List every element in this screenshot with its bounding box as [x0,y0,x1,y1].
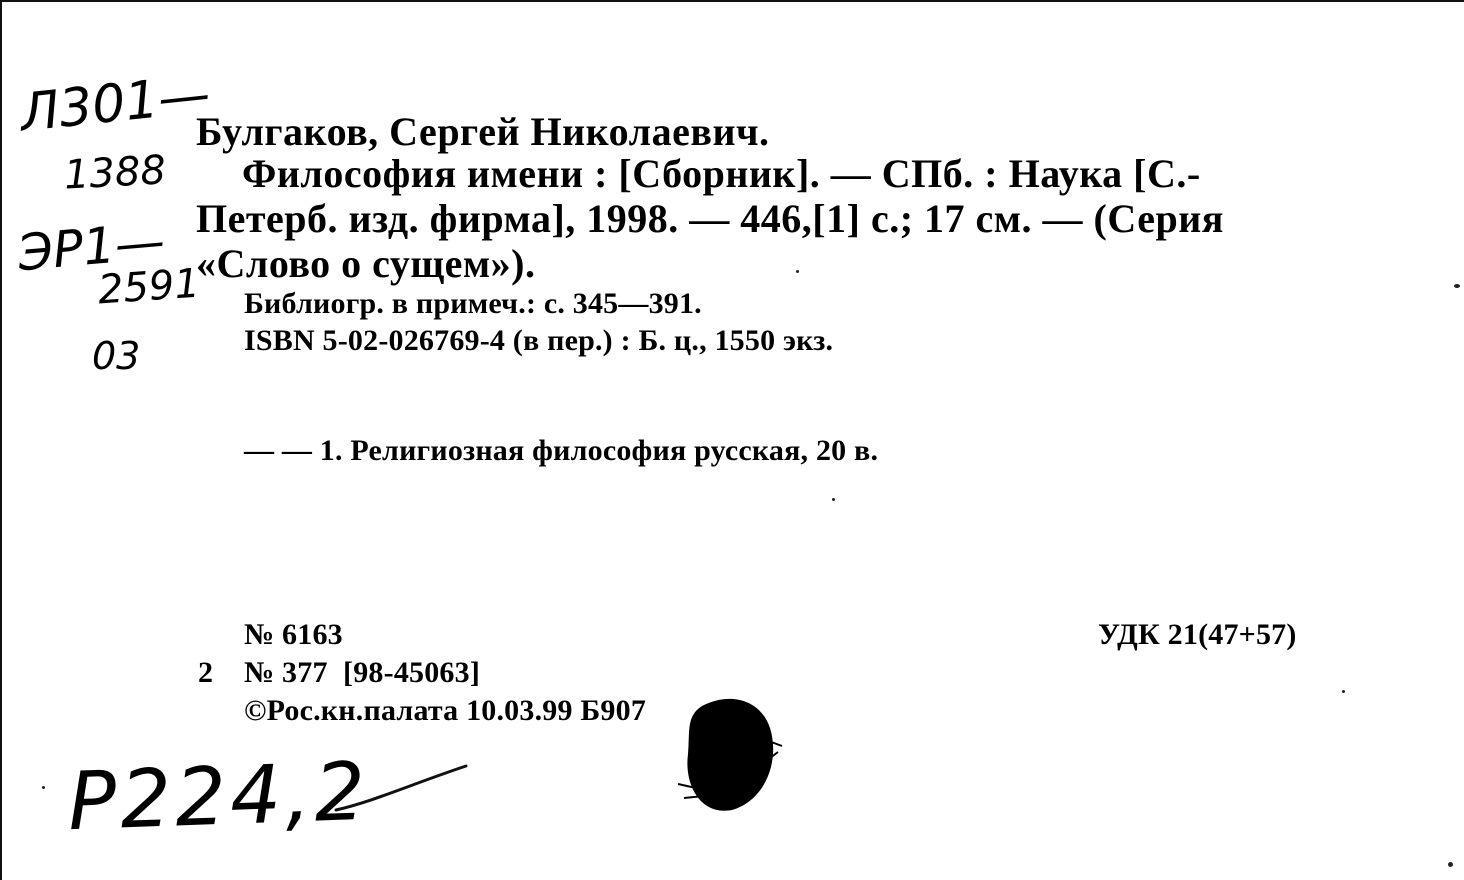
handwritten-call-number-4: 2591 [96,260,202,314]
scan-speck [1448,862,1453,867]
copyright-line: ©Рос.кн.палата 10.03.99 Б907 [244,694,647,727]
scan-speck [1454,284,1460,288]
handwritten-flourish [332,762,472,822]
udk-code: УДК 21(47+57) [1098,618,1297,651]
scan-speck [1342,690,1345,693]
record-number-1: № 6163 [244,618,343,651]
handwritten-shelf-mark: Р224,2 [66,744,371,849]
record-number-2: № 377 [98-45063] [244,656,481,689]
handwritten-call-number-2: 1388 [62,147,167,199]
title-line-1: Философия имени : [Сборник]. — СПб. : Наука [С.- [242,151,1201,196]
scan-speck [42,786,45,789]
scan-speck [796,270,799,273]
punch-hole [674,688,784,818]
copy-number: 2 [198,656,214,689]
handwritten-call-number-5: 03 [92,334,141,378]
title-line-3: «Слово о сущем»). [196,241,536,286]
subject-heading: — — 1. Религиозная философия русская, 20 в. [244,434,879,467]
bibliography-note: Библиогр. в примеч.: с. 345—391. [244,287,702,320]
title-line-2: Петерб. изд. фирма], 1998. — 446,[1] с.; 17 см. — (Серия [196,196,1224,241]
isbn-line: ISBN 5-02-026769-4 (в пер.) : Б. ц., 1550 экз. [244,324,834,357]
scan-speck [832,498,835,501]
handwritten-call-number-3: ЭР1— [15,211,168,283]
author-heading: Булгаков, Сергей Николаевич. [196,109,770,154]
handwritten-call-number-1: Л301— [17,64,213,144]
